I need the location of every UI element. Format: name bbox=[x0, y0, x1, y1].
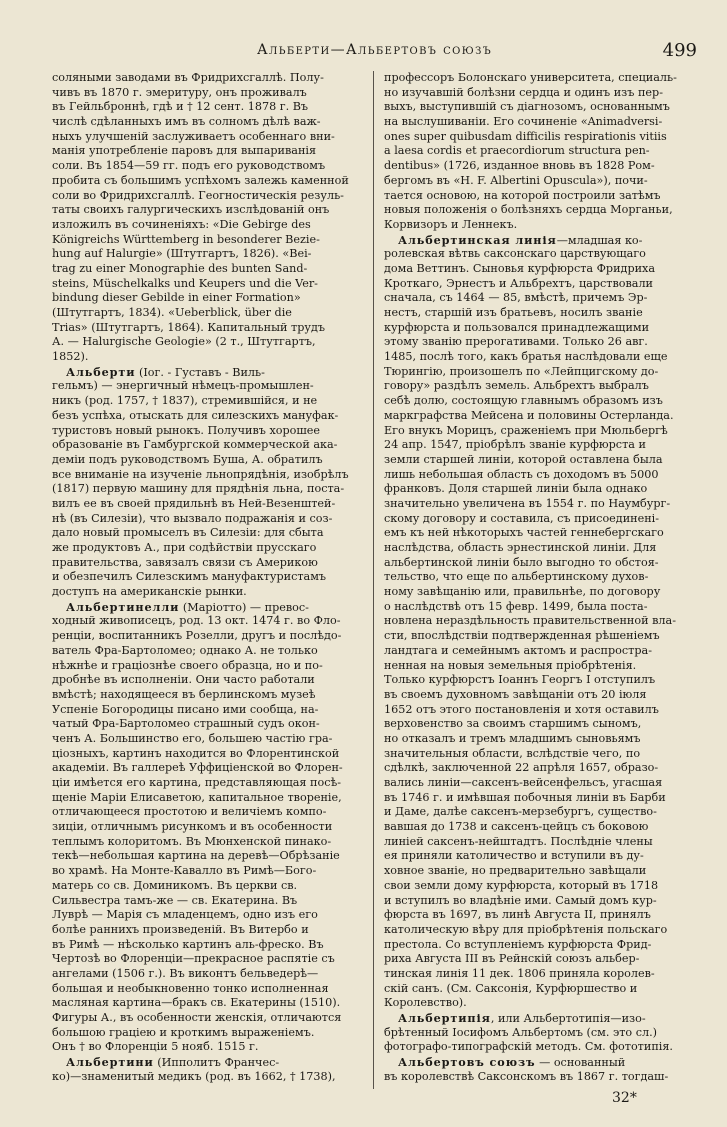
line-text: въ Гейльброннѣ, гдѣ и † 12 сент. 1878 г. Въ bbox=[52, 100, 309, 114]
text-line bbox=[52, 453, 364, 468]
line-text: правительства, завязалъ связи съ Америкою bbox=[52, 555, 318, 569]
line-text: безъ успѣха, отыскать для силезскихъ мануфак- bbox=[52, 408, 339, 422]
line-text: брѣтенный Іосифомъ Альбертомъ (см. это сл.) bbox=[384, 1025, 658, 1039]
text-line bbox=[52, 673, 364, 688]
line-text: верховенство за своимъ старшимъ сыномъ, bbox=[384, 717, 642, 731]
text-line bbox=[384, 791, 696, 806]
line-text: hung auf Halurgie» (Штутгартъ, 1826). «Bei- bbox=[52, 247, 312, 261]
line-text: —младшая ко- bbox=[556, 233, 643, 247]
line-text: риха Августа III въ Рейнскій союзъ альбер- bbox=[384, 952, 640, 966]
text-line bbox=[384, 247, 696, 262]
text-line bbox=[52, 820, 364, 835]
line-text: соли. Въ 1854—59 гг. подъ его руководствомъ bbox=[52, 159, 326, 173]
text-line bbox=[52, 306, 364, 321]
text-line bbox=[384, 100, 696, 115]
text-line bbox=[384, 570, 696, 585]
text-line bbox=[384, 908, 696, 923]
line-text: чивъ въ 1870 г. эмеритуру, онъ проживалъ bbox=[52, 85, 307, 99]
text-line bbox=[384, 144, 696, 159]
text-line bbox=[52, 1070, 364, 1085]
line-text: 1485, послѣ того, какъ братья наслѣдовали еще bbox=[384, 350, 668, 364]
line-text: Тюрингію, произошелъ по «Лейпцигскому до- bbox=[384, 364, 659, 378]
line-text: тинская линія 11 дек. 1806 приняла королев- bbox=[384, 966, 655, 980]
line-text: на выслушиваніи. Его сочиненіе «Animadversi- bbox=[384, 115, 663, 129]
line-text: пробита съ большимъ успѣхомъ залежь каменной bbox=[52, 173, 349, 187]
line-text: нѣжнѣе и граціознѣе своего образца, но и по- bbox=[52, 658, 323, 672]
line-text: ненная на новыя земельныя пріобрѣтенія. bbox=[384, 658, 637, 672]
line-text: и вступилъ во владѣніе ими. Самый домъ кур- bbox=[384, 893, 657, 907]
text-line bbox=[384, 335, 696, 350]
line-text: (1817) первую машину для прядѣнія льна, поста- bbox=[52, 482, 345, 496]
line-text: франковъ. Доля старшей линіи была однако bbox=[384, 482, 648, 496]
line-text: изложилъ въ сочиненіяхъ: «Die Gebirge des bbox=[52, 217, 311, 231]
text-line bbox=[52, 952, 364, 967]
line-text: католическую вѣру для пріобрѣтенія польскаго bbox=[384, 922, 668, 936]
line-text: ватель Фра-Бартоломео; однако А. не только bbox=[52, 643, 318, 657]
line-text: же продуктовъ А., при содѣйствіи прусскаго bbox=[52, 541, 317, 554]
text-line bbox=[384, 614, 696, 629]
text-line bbox=[52, 879, 364, 894]
text-line bbox=[52, 394, 364, 409]
text-line bbox=[384, 923, 696, 938]
line-text: фюрста въ 1697, въ линѣ Августа II, принялъ bbox=[384, 908, 651, 922]
text-line bbox=[384, 659, 696, 674]
text-line bbox=[384, 86, 696, 101]
page-number: 499 bbox=[662, 40, 697, 61]
text-line bbox=[384, 556, 696, 571]
line-text: (Штутгартъ, 1834). «Ueberblick, über die bbox=[52, 306, 292, 319]
text-line bbox=[384, 644, 696, 659]
text-line bbox=[384, 482, 696, 497]
text-line bbox=[52, 761, 364, 776]
text-line bbox=[384, 526, 696, 541]
text-line bbox=[52, 144, 364, 159]
line-text: таты своихъ галургическихъ изслѣдованій онъ bbox=[52, 203, 330, 217]
line-text: себѣ долю, состоящую главнымъ образомъ изъ bbox=[384, 394, 663, 408]
text-line bbox=[52, 585, 364, 600]
line-text: академіи. Въ галлереѣ Уффиціенской во Флорен- bbox=[52, 761, 343, 775]
entry-headword: Альбертовъ союзъ bbox=[398, 1055, 536, 1070]
line-text: вмѣстѣ; находящееся въ берлинскомъ музеѣ bbox=[52, 687, 316, 701]
line-text: лишь небольшая область съ доходомъ въ 5000 bbox=[384, 467, 659, 481]
text-line bbox=[384, 409, 696, 424]
entry-start-line bbox=[52, 600, 364, 615]
line-text: вались линіи—саксенъ-вейсенфельсъ, угасшая bbox=[384, 776, 663, 789]
text-line bbox=[384, 291, 696, 306]
text-line bbox=[384, 717, 696, 732]
text-line bbox=[52, 350, 364, 365]
line-text: сначала, съ 1464 — 85, вмѣстѣ, причемъ Эр- bbox=[384, 291, 648, 305]
line-text: профессоръ Болонскаго университета, специаль- bbox=[384, 71, 677, 84]
entry-start-line bbox=[52, 1055, 364, 1070]
text-line bbox=[52, 526, 364, 541]
line-text: доступъ на американскіе рынки. bbox=[52, 585, 247, 599]
text-line bbox=[52, 130, 364, 145]
text-line bbox=[52, 1026, 364, 1041]
text-line bbox=[52, 791, 364, 806]
text-line bbox=[384, 453, 696, 468]
line-text: Кроткаго, Эрнестъ и Альбрехтъ, царствовали bbox=[384, 276, 654, 290]
column-divider bbox=[373, 71, 374, 1089]
text-line bbox=[384, 688, 696, 703]
line-text: вилъ ее въ своей прядильнѣ въ Ней-Везенштей- bbox=[52, 496, 336, 510]
line-text: новыя положенія о болѣзняхъ сердца Морганьи, bbox=[384, 203, 673, 217]
text-line bbox=[52, 512, 364, 527]
line-text: вавшая до 1738 и саксенъ-цейцъ съ боковою bbox=[384, 820, 649, 834]
line-text: престола. Со вступленіемъ курфюрста Фрид- bbox=[384, 937, 652, 951]
text-line bbox=[384, 879, 696, 894]
text-line bbox=[52, 747, 364, 762]
line-text: Только курфюрстъ Іоаннъ Георгъ I отступилъ bbox=[384, 673, 656, 687]
text-line bbox=[384, 1026, 696, 1041]
line-text: А. — Halurgische Geologie» (2 т., Штутгартъ, bbox=[52, 335, 316, 349]
text-line bbox=[52, 174, 364, 189]
text-line bbox=[52, 908, 364, 923]
line-text: значительно увеличена въ 1554 г. по Наумбург- bbox=[384, 496, 671, 510]
text-columns bbox=[52, 71, 697, 1089]
text-line bbox=[384, 468, 696, 483]
text-line bbox=[52, 570, 364, 585]
text-line bbox=[52, 335, 364, 350]
text-line bbox=[52, 409, 364, 424]
line-text: туристовъ новый рынокъ. Получивъ хорошее bbox=[52, 423, 321, 437]
text-line bbox=[384, 497, 696, 512]
line-text: 24 апр. 1547, пріобрѣлъ званіе курфюрста и bbox=[384, 438, 646, 452]
entry-headword: Альбертинская линія bbox=[398, 232, 557, 247]
line-text: но изучавшій болѣзни сердца и одинъ изъ пер- bbox=[384, 85, 663, 99]
line-text: Trias» (Штутгартъ, 1864). Капитальный трудъ bbox=[52, 320, 325, 334]
line-text: и Даме, далѣе саксенъ-мерзебургъ, существо- bbox=[384, 805, 657, 819]
text-line bbox=[384, 541, 696, 556]
line-text: щеніе Маріи Елисаветою, капитальное твореніе, bbox=[52, 790, 342, 804]
line-text: a laesa cordis et praecordiorum structura pen- bbox=[384, 144, 650, 158]
line-text: dentibus» (1726, изданное вновь въ 1828 Ром- bbox=[384, 159, 655, 173]
line-text: Его внукъ Морицъ, сраженіемъ при Мюльбергѣ bbox=[384, 423, 668, 437]
line-text: зиціи, отличнымъ рисункомъ и въ особенности bbox=[52, 820, 333, 834]
text-line bbox=[384, 306, 696, 321]
text-line bbox=[52, 86, 364, 101]
line-text: trag zu einer Monographie des bunten Sand- bbox=[52, 261, 308, 275]
line-text: steins, Müschelkalks und Keupers und die Ver- bbox=[52, 276, 318, 290]
text-line bbox=[384, 835, 696, 850]
line-text: Königreichs Württemberg in besonderer Bezie- bbox=[52, 232, 320, 246]
running-header bbox=[52, 40, 697, 66]
line-text: альбертинской линіи было выгодно то обстоя- bbox=[384, 555, 659, 569]
line-text: масляная картина—бракъ св. Екатерины (1510). bbox=[52, 996, 341, 1010]
text-line bbox=[52, 1011, 364, 1026]
line-text: свои земли дому курфюрста, который въ 1718 bbox=[384, 878, 659, 892]
line-text: теплымъ колоритомъ. Въ Мюнхенской пинако- bbox=[52, 834, 332, 848]
text-line bbox=[384, 585, 696, 600]
text-line bbox=[384, 438, 696, 453]
line-text: скій санъ. (См. Саксонія, Курфюршество и bbox=[384, 981, 638, 995]
text-line bbox=[52, 438, 364, 453]
line-text: ones super quibusdam difficilis respirationis vitiis bbox=[384, 129, 667, 143]
text-line bbox=[52, 835, 364, 850]
line-text: гельмъ) — энергичный нѣмецъ-промышлен- bbox=[52, 379, 314, 393]
line-text: ко)—знаменитый медикъ (род. въ 1662, † 1738), bbox=[52, 1069, 336, 1083]
line-text: чатый Фра-Бартоломео страшный судъ окон- bbox=[52, 717, 320, 731]
text-line bbox=[384, 982, 696, 997]
header-title: Альберти—Альбертовъ союзъ bbox=[256, 42, 493, 58]
line-text: земли старшей линіи, которой оставлена была bbox=[384, 452, 663, 466]
text-line bbox=[384, 629, 696, 644]
text-line bbox=[52, 1040, 364, 1055]
text-line bbox=[384, 174, 696, 189]
line-text: (Ипполитъ Франчес- bbox=[153, 1056, 280, 1070]
text-line bbox=[384, 967, 696, 982]
text-line bbox=[52, 629, 364, 644]
text-line bbox=[52, 247, 364, 262]
line-text: Луврѣ — Марія съ младенцемъ, одно изъ его bbox=[52, 908, 318, 922]
text-line bbox=[52, 71, 364, 86]
line-text: ныхъ улучшеній заслуживаетъ особеннаго вни- bbox=[52, 129, 335, 143]
line-text: значительныя области, вслѣдствіе чего, по bbox=[384, 746, 641, 760]
line-text: ціи имѣется его картина, представляющая посѣ- bbox=[52, 776, 341, 789]
line-text: выхъ, выступившій съ діагнозомъ, основаннымъ bbox=[384, 100, 670, 114]
line-text: — основанный bbox=[535, 1056, 626, 1070]
line-text: Онъ † во Флоренціи 5 нояб. 1515 г. bbox=[52, 1040, 259, 1054]
line-text: скому договору и составила, съ присоединені- bbox=[384, 511, 660, 525]
text-line bbox=[52, 321, 364, 336]
text-line bbox=[384, 189, 696, 204]
text-line bbox=[52, 482, 364, 497]
line-text: матерь со св. Доминикомъ. Въ церкви св. bbox=[52, 878, 298, 892]
line-text: ціозныхъ, картинъ находится во Флорентинской bbox=[52, 746, 340, 760]
text-line bbox=[52, 967, 364, 982]
line-text: ангелами (1506 г.). Въ виконтъ бельведерѣ— bbox=[52, 966, 319, 980]
line-text: но отказалъ и тремъ младшимъ сыновьямъ bbox=[384, 731, 641, 745]
line-text: (Маріотто) — превос- bbox=[179, 600, 309, 614]
line-text: болѣе раннихъ произведеній. Въ Витербо и bbox=[52, 922, 309, 936]
text-line bbox=[384, 703, 696, 718]
line-text: о наслѣдствѣ отъ 15 февр. 1499, была поста- bbox=[384, 599, 648, 613]
text-line bbox=[384, 820, 696, 835]
entry-headword: Альбертинелли bbox=[66, 599, 180, 614]
line-text: текѣ—небольшая картина на деревѣ—Обрѣзаніе bbox=[52, 849, 340, 863]
line-text: образованіе въ Гамбургской коммерческой ака- bbox=[52, 438, 338, 452]
text-line bbox=[52, 115, 364, 130]
text-line bbox=[384, 159, 696, 174]
text-line bbox=[384, 1040, 696, 1055]
text-line bbox=[52, 218, 364, 233]
entry-start-line bbox=[384, 1055, 696, 1070]
line-text: все вниманіе на изученіе льнопрядѣнія, изобрѣлъ bbox=[52, 467, 349, 481]
line-text: числѣ сдѣланныхъ имъ въ солномъ дѣлѣ важ- bbox=[52, 115, 321, 129]
text-line bbox=[384, 424, 696, 439]
line-text: маркграфства Мейсена и половины Остерланда. bbox=[384, 408, 674, 422]
text-line bbox=[384, 350, 696, 365]
entry-start-line bbox=[384, 1011, 696, 1026]
text-line bbox=[52, 717, 364, 732]
line-text: отличающееся простотою и величіемъ компо- bbox=[52, 805, 327, 819]
text-line bbox=[52, 497, 364, 512]
line-text: Фигуры А., въ особенности женскія, отличаются bbox=[52, 1011, 342, 1024]
line-text: большою граціею и кроткимъ выраженіемъ. bbox=[52, 1025, 315, 1039]
line-text: тельство, что еще по альбертинскому духов- bbox=[384, 570, 649, 584]
line-text: ховное званіе, но предварительно завѣщали bbox=[384, 864, 647, 878]
line-text: въ Римѣ — нѣсколько картинъ аль-фреско. Въ bbox=[52, 937, 324, 951]
text-line bbox=[384, 776, 696, 791]
text-line bbox=[52, 996, 364, 1011]
text-line bbox=[384, 115, 696, 130]
entry-headword: Альбертипія bbox=[398, 1011, 491, 1025]
text-line bbox=[52, 100, 364, 115]
line-text: фотографо-типографскій методъ. См. фототипія. bbox=[384, 1040, 673, 1054]
text-line bbox=[52, 203, 364, 218]
line-text: емъ къ ней нѣкоторыхъ частей геннебергскаго bbox=[384, 526, 664, 540]
text-line bbox=[384, 952, 696, 967]
left-column bbox=[52, 71, 364, 1089]
text-line bbox=[384, 277, 696, 292]
text-line bbox=[384, 512, 696, 527]
line-text: соляными заводами въ Фридрихсгаллѣ. Полу- bbox=[52, 71, 324, 84]
line-text: большая и необыкновенно тонко исполненная bbox=[52, 981, 329, 995]
line-text: бергомъ въ «H. F. Albertini Opuscula»), почи- bbox=[384, 173, 648, 187]
text-line bbox=[52, 189, 364, 204]
signature-mark: 32* bbox=[612, 1090, 637, 1106]
line-text: 1652 отъ этого постановленія и хотя оставилъ bbox=[384, 702, 659, 716]
text-line bbox=[52, 614, 364, 629]
line-text: bindung dieser Gebilde in einer Formation» bbox=[52, 291, 301, 305]
text-line bbox=[384, 71, 696, 86]
line-text: Сильвестра тамъ-же — св. Екатерина. Въ bbox=[52, 893, 298, 907]
line-text: Королевство). bbox=[384, 996, 467, 1010]
text-line bbox=[52, 379, 364, 394]
text-line bbox=[384, 203, 696, 218]
text-line bbox=[52, 805, 364, 820]
line-text: говору» раздѣлъ земель. Альбрехтъ выбралъ bbox=[384, 379, 649, 393]
line-text: манія употребленіе паровъ для выпариванія bbox=[52, 144, 317, 158]
text-line bbox=[52, 424, 364, 439]
line-text: ному завѣщанію или, правильнѣе, по договору bbox=[384, 585, 661, 599]
line-text: соли во Фридрихсгаллѣ. Геогностическія резуль- bbox=[52, 188, 344, 202]
text-line bbox=[384, 1070, 696, 1085]
text-line bbox=[384, 218, 696, 233]
line-text: во храмѣ. На Монте-Кавалло въ Римѣ—Бого- bbox=[52, 864, 317, 878]
line-text: Чертозѣ во Флоренціи—прекрасное распятіе съ bbox=[52, 952, 335, 966]
text-line bbox=[52, 159, 364, 174]
line-text: этому званію прерогативами. Только 26 авг. bbox=[384, 335, 648, 349]
text-line bbox=[384, 761, 696, 776]
line-text: деміи подъ руководствомъ Буша, А. обратилъ bbox=[52, 452, 323, 466]
text-line bbox=[384, 321, 696, 336]
line-text: Успеніе Богородицы писано ими сообща, на- bbox=[52, 702, 319, 716]
line-text: ролевская вѣтвь саксонскаго царствующаго bbox=[384, 247, 646, 261]
text-line bbox=[52, 644, 364, 659]
text-line bbox=[384, 365, 696, 380]
text-line bbox=[384, 379, 696, 394]
line-text: въ 1746 г. и имѣвшая побочныя линіи въ Барби bbox=[384, 790, 666, 804]
line-text: нѣ (въ Силезіи), что вызвало подражанія и соз- bbox=[52, 511, 333, 525]
line-text: дало новый промыселъ въ Силезіи: для сбыта bbox=[52, 526, 324, 540]
text-line bbox=[384, 938, 696, 953]
line-text: въ своемъ духовномъ завѣщаніи отъ 20 іюля bbox=[384, 687, 647, 701]
line-text: ченъ А. Большинство его, большею частію гра- bbox=[52, 731, 333, 745]
text-line bbox=[384, 747, 696, 762]
text-line bbox=[52, 233, 364, 248]
text-line bbox=[52, 703, 364, 718]
line-text: , или Альбертотипія—изо- bbox=[490, 1012, 646, 1025]
text-line bbox=[384, 849, 696, 864]
text-line bbox=[52, 659, 364, 674]
text-line bbox=[384, 600, 696, 615]
text-line bbox=[384, 394, 696, 409]
text-line bbox=[384, 805, 696, 820]
line-text: ландтага и семейнымъ актомъ и распростра- bbox=[384, 643, 652, 657]
text-line bbox=[384, 732, 696, 747]
text-line bbox=[52, 262, 364, 277]
line-text: сдѣлкѣ, заключенной 22 апрѣля 1657, образо- bbox=[384, 761, 659, 775]
line-text: въ королевствѣ Саксонскомъ въ 1867 г. тогдаш- bbox=[384, 1069, 669, 1083]
text-line bbox=[52, 732, 364, 747]
line-text: наслѣдства, область эрнестинской линіи. Для bbox=[384, 541, 657, 554]
text-line bbox=[52, 776, 364, 791]
entry-headword: Альберти bbox=[66, 364, 136, 379]
entry-start-line bbox=[52, 365, 364, 380]
text-line bbox=[52, 864, 364, 879]
line-text: линіей саксенъ-нейштадтъ. Послѣдніе члены bbox=[384, 834, 653, 848]
line-text: сти, впослѣдствіи подтвержденная рѣшеніемъ bbox=[384, 629, 660, 643]
line-text: дома Веттинъ. Сыновья курфюрста Фридриха bbox=[384, 261, 656, 275]
entry-headword: Альбертини bbox=[66, 1055, 154, 1070]
text-line bbox=[384, 996, 696, 1011]
text-line bbox=[52, 291, 364, 306]
text-line bbox=[52, 923, 364, 938]
line-text: тается основою, на которой построили затѣмъ bbox=[384, 188, 661, 202]
text-line bbox=[52, 468, 364, 483]
line-text: ея приняли католичество и вступили въ ду- bbox=[384, 849, 644, 863]
right-column bbox=[384, 71, 696, 1089]
line-text: дробнѣе въ исполненіи. Они часто работали bbox=[52, 673, 315, 687]
line-text: (Іог. - Густавъ - Виль- bbox=[135, 365, 265, 379]
line-text: Корвизоръ и Леннекъ. bbox=[384, 217, 518, 231]
line-text: нестъ, старшій изъ братьевъ, носилъ званіе bbox=[384, 306, 643, 319]
line-text: курфюрста и пользовался принадлежащими bbox=[384, 320, 650, 334]
text-line bbox=[52, 688, 364, 703]
line-text: ренціи, воспитанникъ Розелли, другъ и послѣдо- bbox=[52, 629, 342, 643]
line-text: никъ (род. 1757, † 1837), стремившійся, и не bbox=[52, 394, 318, 408]
text-line bbox=[52, 982, 364, 997]
line-text: и обезпечилъ Силезскимъ мануфактуристамъ bbox=[52, 570, 327, 584]
text-line bbox=[52, 849, 364, 864]
text-line bbox=[384, 894, 696, 909]
text-line bbox=[52, 938, 364, 953]
entry-start-line bbox=[384, 233, 696, 248]
text-line bbox=[52, 894, 364, 909]
text-line bbox=[384, 673, 696, 688]
line-text: ходный живописецъ, род. 13 окт. 1474 г. во Фло- bbox=[52, 614, 341, 628]
text-line bbox=[52, 541, 364, 556]
text-line bbox=[384, 864, 696, 879]
line-text: новлена нераздѣльность правительственной вла- bbox=[384, 614, 676, 628]
text-line bbox=[52, 556, 364, 571]
text-line bbox=[52, 277, 364, 292]
text-line bbox=[384, 262, 696, 277]
text-line bbox=[384, 130, 696, 145]
line-text: 1852). bbox=[52, 350, 89, 364]
